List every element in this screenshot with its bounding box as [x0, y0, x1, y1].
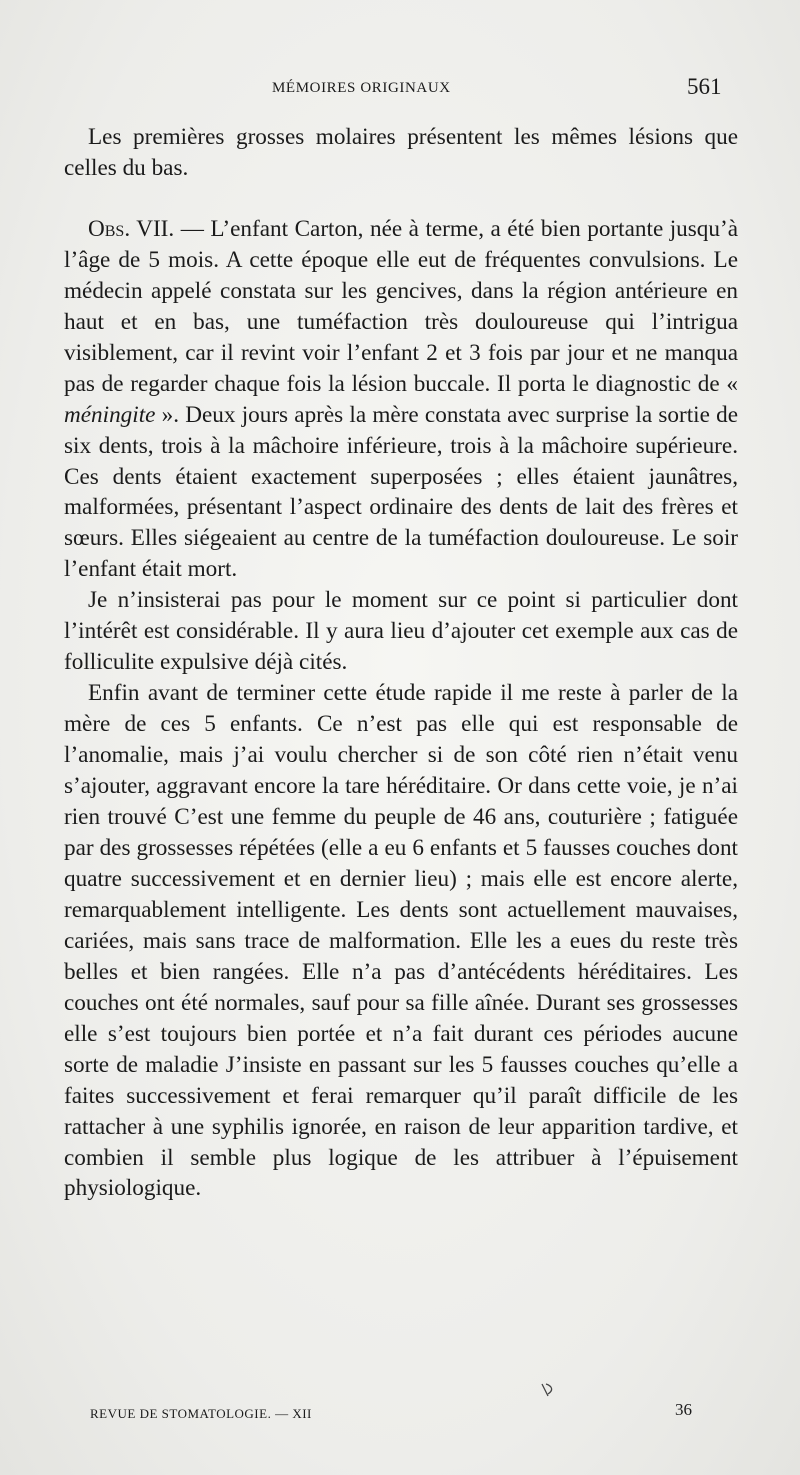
paragraph-text: Enfin avant de terminer cette étude rapide il me reste à parler de la mère de ces 5 enfants. Ce n’est pas elle qui est responsable de l’anomalie, mais j’ai voulu chercher si de son côté rien n’était venu s’ajouter, aggravant encore la tare héréditaire. Or dans cette voie, je n’ai rien trouvé C’est une femme du peuple de 46 ans, couturière ; fatiguée par des grossesses répétées (elle a eu 6 enfants et 5 fausses couches dont quatre successivement et en dernier lieu) ; mais elle est encore alerte, remarquablement intelligente. Les dents sont actuellement mauvaises, cariées, mais sans trace de malformation. Elle les a eues du reste très belles et bien rangées. Elle n’a pas d’antécédents héréditaires. Les couches ont été normales, sauf pour sa fille aînée. Durant ses grossesses elle s’est toujours bien portée et n’a fait durant ces périodes aucune sorte de maladie J’insiste en passant sur les 5 fausses couches qu’elle a faites successivement et ferai remarquer qu’il paraît difficile de les rattacher à une syphilis ignorée, en raison de leur apparition tardive, et combien il semble plus logique de les attribuer à l’épuisement physiologique. [64, 680, 738, 1202]
observation-label: Obs. VII. [88, 215, 175, 242]
paragraph-text: — L’enfant Carton, née à terme, a été bien portante jusqu’à l’âge de 5 mois. A cette époque elle eut de fréquentes convulsions. Le médecin appelé constata sur les gencives, dans la région antérieure en haut et en bas, une tuméfaction très douloureuse qui l’intrigua visiblement, car il revint voir l’enfant 2 et 3 fois par jour et ne manqua pas de regarder chaque fois la lésion buccale. Il porta le diagnostic de « [64, 215, 738, 397]
page-header [0, 74, 800, 104]
paragraph-observation-vii [64, 214, 738, 585]
page-footer [0, 1398, 800, 1422]
paragraph-folliculitis [64, 585, 738, 678]
paragraph-text: Je n’insisterai pas pour le moment sur ce point si particulier dont l’intérêt est considérable. Il y aura lieu d’ajouter cet exemple aux cas de folliculite expulsive déjà cités. [64, 587, 738, 676]
paragraph-mother [64, 678, 738, 1204]
running-title: MÉMOIRES ORIGINAUX [272, 80, 451, 96]
diagnosis-emphasis: méningite [64, 401, 156, 428]
printer-mark-icon [540, 1382, 558, 1398]
signature-number: 36 [675, 1400, 692, 1419]
paragraph-text: Les premières grosses molaires présentent les mêmes lésions que celles du bas. [64, 124, 738, 181]
journal-name: REVUE DE STOMATOLOGIE. — XII [90, 1406, 312, 1421]
paragraph-text-continued: ». Deux jours après la mère constata avec surprise la sortie de six dents, trois à la mâchoire inférieure, trois à la mâchoire supérieure. Ces dents étaient exactement superposées ; elles étaient jaunâtres, malformées, présentant l’aspect ordinaire des dents de lait des frères et sœurs. Elles siégeaient au centre de la tuméfaction douloureuse. Le soir l’enfant était mort. [64, 401, 738, 583]
page-number: 561 [687, 74, 722, 99]
paragraph-molars [64, 122, 738, 184]
article-body [64, 122, 738, 1204]
